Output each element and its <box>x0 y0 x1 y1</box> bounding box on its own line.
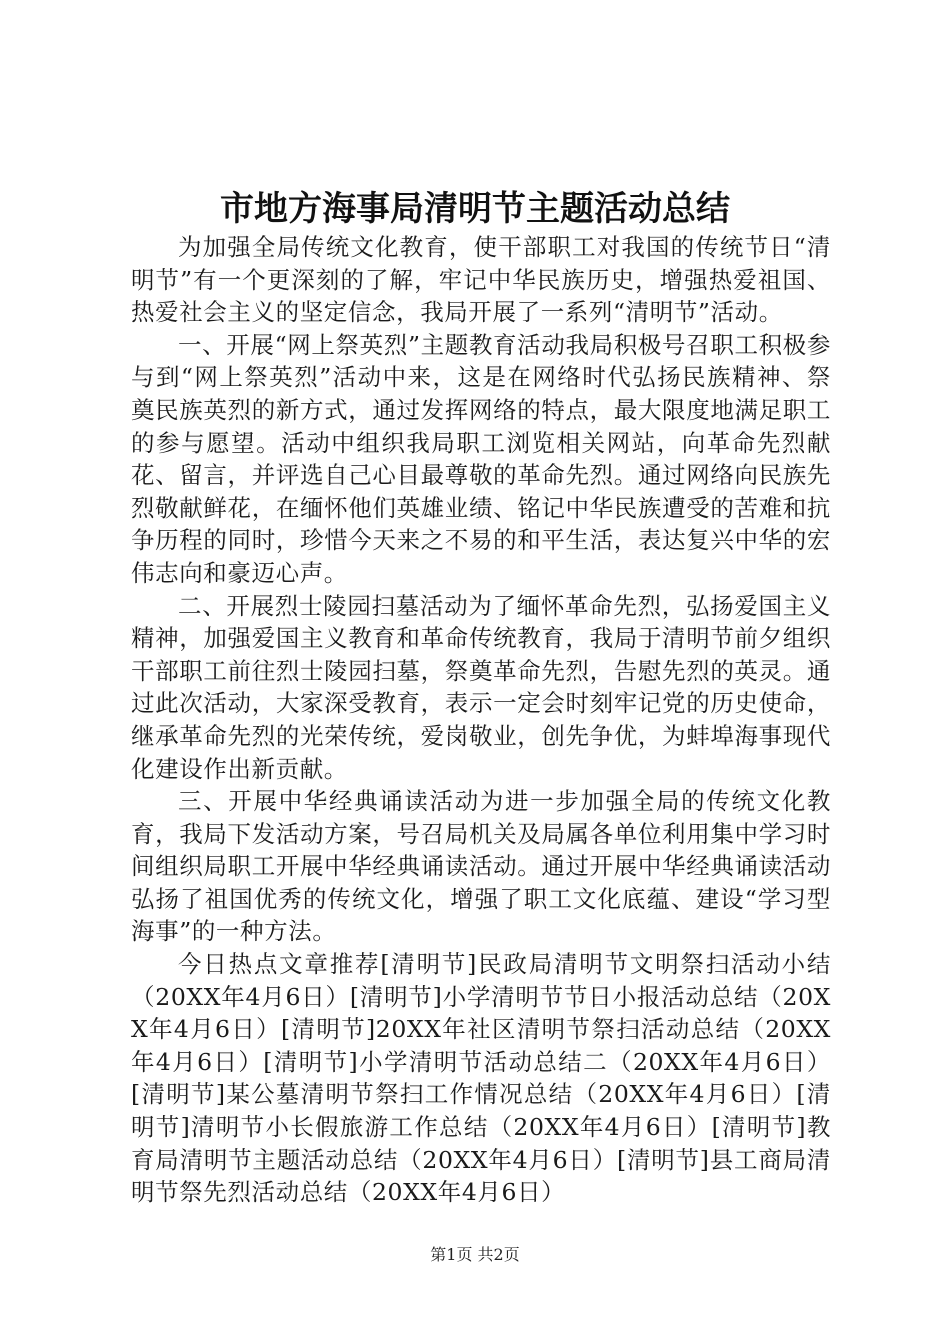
document-title: 市地方海事局清明节主题活动总结 <box>220 189 730 229</box>
paragraph-section-three: 三、开展中华经典诵读活动为进一步加强全局的传统文化教育，我局下发活动方案，号召局机关及局属各单位利用集中学习时间组织局职工开展中华经典诵读活动。通过开展中华经典诵读活动弘扬了祖国优秀的传统文化，增强了职工文化底蕴、建设“学习型海事”的一种方法。 <box>131 787 831 946</box>
paragraph-section-two: 二、开展烈士陵园扫墓活动为了缅怀革命先烈，弘扬爱国主义精神，加强爱国主义教育和革命传统教育，我局于清明节前夕组织干部职工前往烈士陵园扫墓，祭奠革命先烈，告慰先烈的英灵。通过此次活动，大家深受教育，表示一定会时刻牢记党的历史使命，继承革命先烈的光荣传统，爱岗敬业，创先争优，为蚌埠海事现代化建设作出新贡献。 <box>131 591 831 783</box>
page-number-footer: 第1页 共2页 <box>430 1245 520 1264</box>
paragraph-intro: 为加强全局传统文化教育，使干部职工对我国的传统节日“清明节”有一个更深刻的了解，牢记中华民族历史，增强热爱祖国、热爱社会主义的坚定信念，我局开展了一系列“清明节”活动。 <box>131 233 831 327</box>
paragraph-section-one: 一、开展“网上祭英烈”主题教育活动我局积极号召职工积极参与到“网上祭英烈”活动中来，这是在网络时代弘扬民族精神、祭奠民族英烈的新方式，通过发挥网络的特点，最大限度地满足职工的参与愿望。活动中组织我局职工浏览相关网站，向革命先烈献花、留言，并评选自己心目最尊敬的革命先烈。通过网络向民族先烈敬献鲜花，在缅怀他们英雄业绩、铭记中华民族遭受的苦难和抗争历程的同时，珍惜今天来之不易的和平生活，表达复兴中华的宏伟志向和豪迈心声。 <box>131 330 831 587</box>
document-body <box>131 231 831 1209</box>
paragraph-recommended-articles: 今日热点文章推荐[清明节]民政局清明节文明祭扫活动小结（20XX年4月6日）[清明节]小学清明节节日小报活动总结（20XX年4月6日）[清明节]20XX年社区清明节祭扫活动总结（20XX年4月6日）[清明节]小学清明节活动总结二（20XX年4月6日）[清明节]某公墓清明节祭扫工作情况总结（20XX年4月6日）[清明节]清明节小长假旅游工作总结（20XX年4月6日）[清明节]教育局清明节主题活动总结（20XX年4月6日）[清明节]县工商局清明节祭先烈活动总结（20XX年4月6日） <box>131 950 831 1207</box>
